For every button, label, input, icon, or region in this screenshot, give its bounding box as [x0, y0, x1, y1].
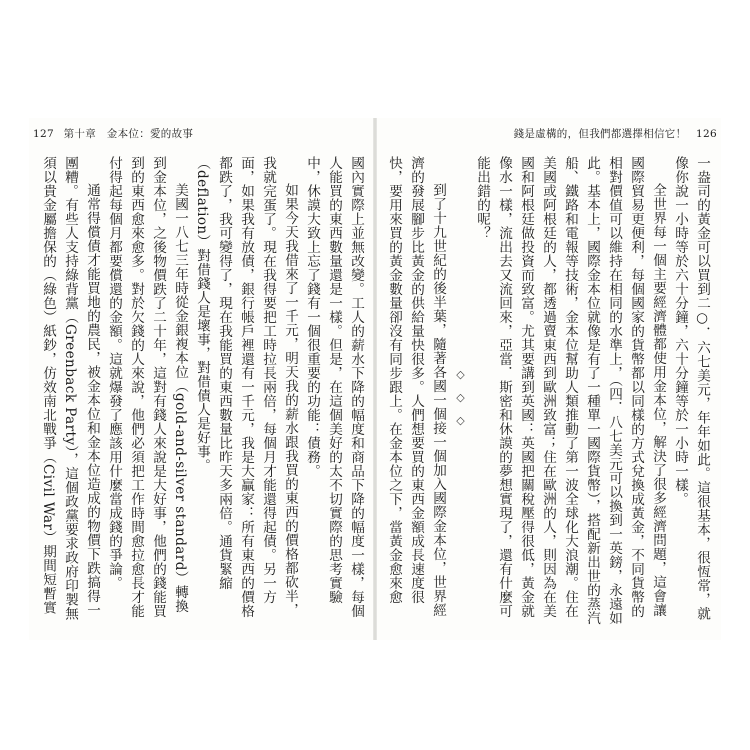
paragraph: 全世界每一個主要經濟體都使用金本位，解決了很多經濟問題，這會讓國際貿易更便利，每個國家的貨幣都以同樣的方式兌換成黃金，不同貨幣的相對價值可以維持在相同的水準上，（四．八七美元可以換到一英鎊，永遠如此。基本上，國際金本位就像是有了一種單一國際貨幣），搭配新出世的蒸汽船、鐵路和電報等技術，金本位幫助人類推動了第一波全球化大浪潮。住在美國或阿根廷的人，都透過賣東西到歐洲致富；住在歐洲的人，則因為在美國和阿根廷做投資而致富。尤其要講到英國：英國把關稅壓得很低，黃金就像水一樣，流出去又流回來，亞當．斯密和休謨的夢想實現了，還有什麼可能出錯的呢？	[474, 156, 666, 626]
paragraph: 到了十九世紀的後半葉，隨著各國一個接一個加入國際金本位，世界經濟的發展腳步比黃金的供給量快很多。人們想要買的東西金額成長速度很快，要用來買的黃金數量卻沒有同步跟上。在金本位之下，當黃金愈來愈	[386, 156, 446, 618]
right-running-head: 錢是虛構的，但我們都選擇相信它！	[513, 128, 687, 140]
paragraph: 國內實際上並無改變。工人的薪水下降的幅度和商品下降的幅度一樣，每個人能買的東西數量還是一樣。但是，在這個美好的太不切實際的思考實驗中，休謨大致上忘了錢有一個很重要的功能：債務。	[304, 156, 364, 618]
paragraph: 一盎司的黃金可以買到二○．六七美元，年年如此。這很基本，很恆常，就像你說一小時等於六十分鐘，六十分鐘等於一小時一樣。	[672, 156, 710, 621]
paragraph: 如果今天我借來了一千元，明天我的薪水跟我買的東西的價格都砍半，我就完蛋了。現在我得要把工時拉長兩倍，每個月才能還得起債。另一方面，如果我有放債，銀行帳戶裡還有一千元，我是大贏家：所有東西的價格都跌了，我可變得了，現在我能買的東西數量比昨天多兩倍。通貨緊縮（deflation）對借錢人是壞事，對借債人是好事。	[194, 156, 298, 618]
left-page-body	[37, 156, 367, 626]
paragraph: 通常得償債才能買地的農民，被金本位和金本位造成的物價下跌搞得一團糟。有些人支持綠背黨（Greenback Party），這個政黨要求政府印製無須以貴金屬擔保的（綠色）紙鈔，仿效南北戰爭（Civil War）期間短暫實	[40, 156, 100, 621]
left-page	[29, 118, 373, 640]
left-running-header	[33, 126, 193, 141]
right-page	[377, 118, 721, 640]
right-page-body	[383, 156, 713, 626]
left-page-number: 127	[33, 128, 54, 140]
left-running-head: 第十章 金本位：愛的故事	[63, 128, 194, 140]
section-break-ornament: ◇◇◇	[454, 367, 467, 437]
paragraph: 美國一八七三年時從金銀複本位（gold-and-silver standard）轉換到金本位，之後物價跌了二十年，這對有錢人來說是大好事，他們的錢能買到的東西愈來愈多。對於欠錢的人來說，他們必須把工作時間愈拉愈長才能付得起每個月都要償還的金額。這就爆發了應該用什麼當成錢的爭論。	[106, 156, 188, 618]
right-running-header	[514, 126, 717, 141]
right-page-number: 126	[696, 128, 717, 140]
